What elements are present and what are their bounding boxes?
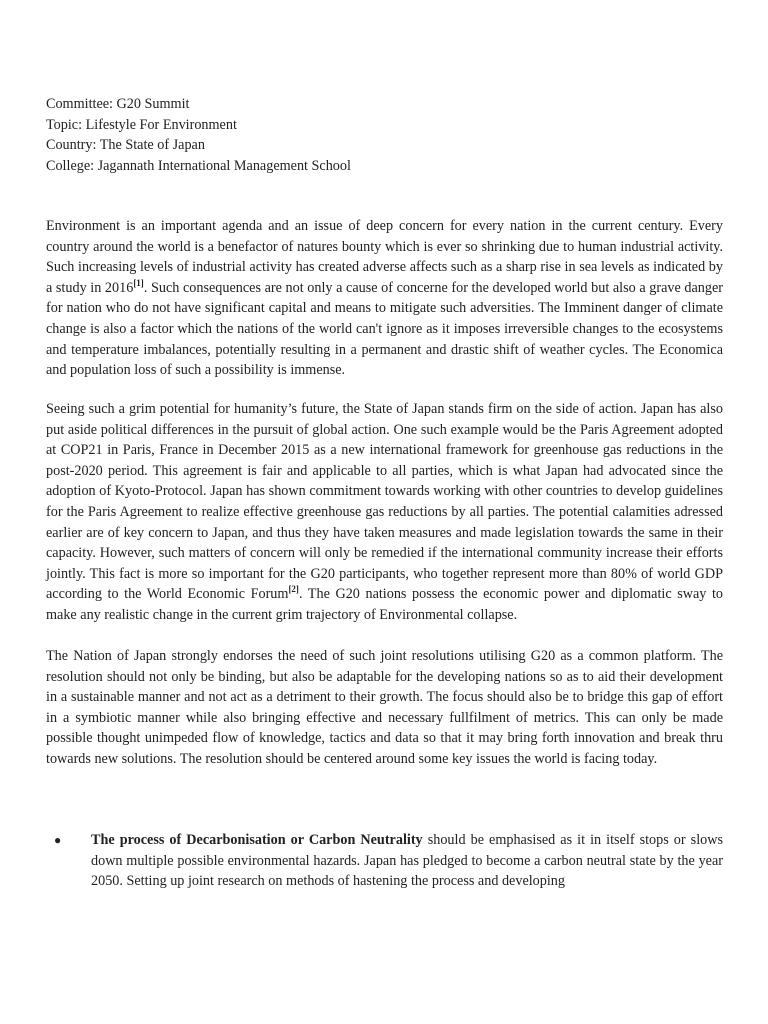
paragraph-text: . The G20 nations possess the economic power and diplomatic sway to make any realistic change in the current grim trajectory of Environmental collapse.	[46, 586, 723, 623]
bullet-text	[91, 830, 723, 892]
college-line: College: Jagannath International Management School	[46, 157, 351, 174]
document-header	[46, 94, 351, 176]
bullet-body: should be emphasised as it in itself stops or slows down multiple possible environmental hazards. Japan has pledged to become a carbon neutral state by the year 2050. Setting up joint research on methods of hastening the process and developing	[91, 832, 724, 890]
bullet-marker: ●	[54, 833, 62, 847]
paragraph-japan-action	[46, 399, 723, 626]
paragraph-text: . Such consequences are not only a cause of concerne for the developed world but also a grave danger for nation who do not have significant capital and means to mitigate such adversities. The Imminent danger of climate change is also a factor which the nations of the world can't ignore as it imposes irreversible changes to the ecosystems and temperature imbalances, potentially resulting in a permanent and drastic shift of weather cycles. The Economica and population loss of such a possibility is immense.	[46, 279, 723, 379]
bullet-heading: The process of Decarbonisation or Carbon Neutrality	[91, 832, 423, 848]
paragraph-environment	[46, 216, 723, 381]
footnote-ref-1[interactable]: [1]	[133, 277, 144, 288]
topic-line: Topic: Lifestyle For Environment	[46, 116, 237, 133]
committee-line: Committee: G20 Summit	[46, 96, 190, 112]
paragraph-text: Seeing such a grim potential for humanity’s future, the State of Japan stands firm on the side of action. Japan has also put aside political differences in the pursuit of global action. One such example would be the Paris Agreement adopted at COP21 in Paris, France in December 2015 as a new international framework for greenhouse gas reductions in the post-2020 period. This agreement is fair and applicable to all parties, which is what Japan had advocated since the adoption of Kyoto-Protocol. Japan has shown commitment towards working with other countries to develop guidelines for the Paris Agreement to realize effective greenhouse gas reductions by all parties. The potential calamities adressed earlier are of key concern to Japan, and thus they have taken measures and made legislation towards the same in their capacity. However, such matters of concern will only be remedied if the international community increase their efforts jointly. This fact is more so important for the G20 participants, who together represent more than 80% of world GDP according to the World Economic Forum	[46, 401, 723, 603]
country-line: Country: The State of Japan	[46, 137, 205, 153]
bullet-list-item	[46, 830, 723, 892]
footnote-ref-2[interactable]: [2]	[288, 584, 299, 595]
paragraph-joint-resolutions: The Nation of Japan strongly endorses the need of such joint resolutions utilising G20 as a common platform. The resolution should not only be binding, but also be adaptable for the developing nations so as to aid their development in a sustainable manner and not act as a detriment to their growth. The focus should also be to bridge this gap of effort in a symbiotic manner while also bringing effective and necessary fullfilment of metrics. This can only be made possible thought unimpeded flow of knowledge, tactics and data so that it may bring forth innovation and break thru towards new solutions. The resolution should be centered around some key issues the world is facing today.	[46, 648, 723, 767]
paragraph-text: Environment is an important agenda and an issue of deep concern for every nation in the current century. Every country around the world is a benefactor of natures bounty which is ever so shrinking due to human industrial activity. Such increasing levels of industrial activity has created adverse affects such as a sharp rise in sea levels as indicated by a study in 2016	[46, 218, 723, 296]
